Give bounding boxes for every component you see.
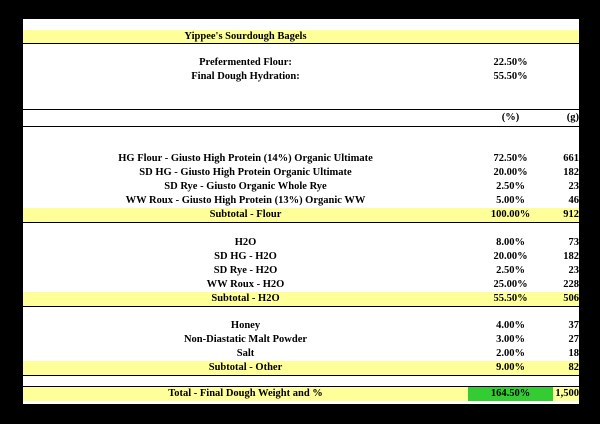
subtotal-row-other [23,361,579,375]
param-row-hydration [23,70,579,84]
ingredient-pct: 5.00% [496,195,525,206]
ingredient-label: SD HG - H2O [214,251,277,262]
ingredient-grams: 23 [568,265,579,276]
subtotal-row-flour [23,208,579,222]
table-row [23,347,579,361]
subtotal-label: Subtotal - Flour [209,209,282,220]
ingredient-grams: 182 [563,251,579,262]
ingredient-label: H2O [234,237,257,248]
ingredient-pct: 25.00% [493,279,528,290]
title-row [23,30,579,44]
ingredient-label: SD Rye - H2O [213,265,278,276]
total-row [23,387,579,401]
ingredient-grams: 46 [568,195,579,206]
ingredient-grams: 18 [568,348,579,359]
param-label: Final Dough Hydration: [191,71,300,82]
ingredient-label: SD Rye - Giusto Organic Whole Rye [164,181,327,192]
param-value: 22.50% [493,57,528,68]
subtotal-grams: 506 [563,293,579,304]
table-row [23,166,579,180]
ingredient-grams: 228 [563,279,579,290]
subtotal-label: Subtotal - Other [208,362,283,373]
subtotal-row-water [23,292,579,306]
table-row [23,250,579,264]
table-row [23,180,579,194]
param-row-preferment [23,56,579,70]
header-pct: (%) [501,112,520,123]
subtotal-pct: 9.00% [496,362,525,373]
divider [23,375,579,376]
ingredient-label: SD HG - Giusto High Protein Organic Ultimate [139,167,352,178]
ingredient-pct: 2.00% [496,348,525,359]
ingredient-pct: 2.50% [496,265,525,276]
sheet-title: Yippee's Sourdough Bagels [184,31,307,42]
ingredient-grams: 182 [563,167,579,178]
table-row [23,152,579,166]
table-row [23,194,579,208]
ingredient-label: Non-Diastatic Malt Powder [183,334,308,345]
ingredient-grams: 661 [563,153,579,164]
ingredient-grams: 27 [568,334,579,345]
table-row [23,278,579,292]
ingredient-pct: 3.00% [496,334,525,345]
total-pct: 164.50% [468,387,553,401]
divider [23,222,579,223]
ingredient-grams: 37 [568,320,579,331]
table-row [23,236,579,250]
subtotal-label: Subtotal - H2O [211,293,280,304]
ingredient-label: HG Flour - Giusto High Protein (14%) Organic Ultimate [118,153,373,164]
total-label: Total - Final Dough Weight and % [168,388,323,399]
subtotal-pct: 55.50% [493,293,528,304]
column-header-row [23,111,579,125]
divider [23,43,579,44]
subtotal-grams: 912 [563,209,579,220]
ingredient-label: WW Roux - H2O [206,279,285,290]
ingredient-label: Honey [230,320,261,331]
ingredient-pct: 72.50% [493,153,528,164]
ingredient-label: Salt [236,348,255,359]
ingredient-label: WW Roux - Giusto High Protein (13%) Organic WW [125,195,366,206]
divider [23,109,579,110]
subtotal-pct: 100.00% [490,209,531,220]
ingredient-pct: 20.00% [493,251,528,262]
ingredient-grams: 23 [568,181,579,192]
ingredient-pct: 20.00% [493,167,528,178]
ingredient-pct: 4.00% [496,320,525,331]
subtotal-grams: 82 [568,362,579,373]
total-grams: 1,500 [555,388,579,399]
param-label: Prefermented Flour: [199,57,292,68]
param-value: 55.50% [493,71,528,82]
ingredient-grams: 73 [568,237,579,248]
ingredient-pct: 2.50% [496,181,525,192]
table-row [23,264,579,278]
header-grams: (g) [566,112,579,123]
divider [23,306,579,307]
table-row [23,319,579,333]
divider [23,126,579,127]
ingredient-pct: 8.00% [496,237,525,248]
recipe-sheet [23,19,579,404]
table-row [23,333,579,347]
